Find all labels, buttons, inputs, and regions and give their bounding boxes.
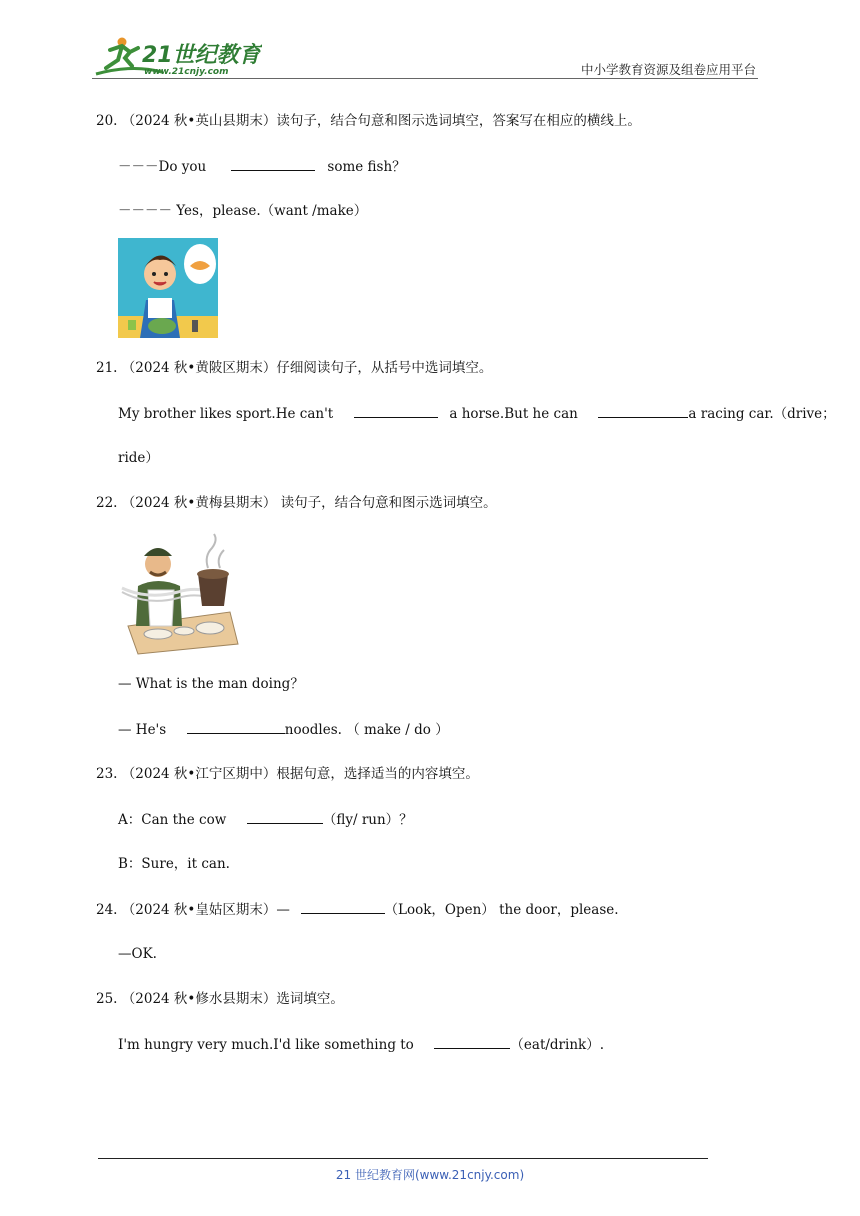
question-21-line-2: ride） [118,450,159,466]
question-20-line-2: －－－－ Yes，please.（want /make） [118,203,368,219]
question-21-line-1: My brother likes sport.He can't a horse.But he can a racing car.（drive； [118,406,836,422]
answer-blank[interactable] [598,404,688,418]
question-25-stem: 25. （2024 秋•修水县期末）选词填空。 [96,991,344,1007]
header-platform-text: 中小学教育资源及组卷应用平台 [580,62,756,77]
question-21-stem: 21. （2024 秋•黄陂区期末）仔细阅读句子，从括号中选词填空。 [96,360,493,376]
footer-link[interactable]: 21 世纪教育网(www.21cnjy.com) [335,1168,525,1182]
answer-blank[interactable] [434,1035,510,1049]
man-making-noodles-illustration [118,530,240,656]
question-number: 23. [96,766,118,782]
question-22-stem: 22. （2024 秋•黄梅县期末） 读句子，结合句意和图示选词填空。 [96,495,497,511]
answer-blank[interactable] [354,404,438,418]
question-20-line-1: －－－Do you some fish？ [118,159,406,175]
question-22-line-1: — What is the man doing？ [118,676,304,692]
svg-text:21世纪教育: 21世纪教育 [142,43,261,68]
question-23-line-2: B：Sure，it can. [118,856,230,872]
question-23-line-1: A：Can the cow （fly/ run）？ [118,812,413,828]
boy-fish-illustration [118,238,218,338]
question-23-stem: 23. （2024 秋•江宁区期中）根据句意，选择适当的内容填空。 [96,766,479,782]
answer-blank[interactable] [187,720,285,734]
answer-blank[interactable] [231,157,315,171]
question-number: 24. [96,902,118,918]
footer-divider [98,1158,708,1159]
brand-logo [92,36,262,80]
question-number: 22. [96,495,118,511]
answer-blank[interactable] [247,810,323,824]
question-number: 25. [96,991,118,1007]
answer-blank[interactable] [301,900,385,914]
question-22-line-2: — He's noodles. （ make / do ） [118,722,449,738]
question-20-stem: 20. （2024 秋•英山县期末）读句子，结合句意和图示选词填空，答案写在相应的横线上。 [96,113,641,129]
svg-text:www.21cnjy.com: www.21cnjy.com [144,67,229,77]
question-number: 21. [96,360,118,376]
question-number: 20. [96,113,118,129]
question-25-line-1: I'm hungry very much.I'd like something to （eat/drink）. [118,1037,604,1053]
header-divider [92,78,758,79]
question-24-line-1: —OK. [118,946,157,962]
question-24-stem: 24. （2024 秋•皇姑区期末）— （Look，Open） the door，please. [96,902,619,918]
